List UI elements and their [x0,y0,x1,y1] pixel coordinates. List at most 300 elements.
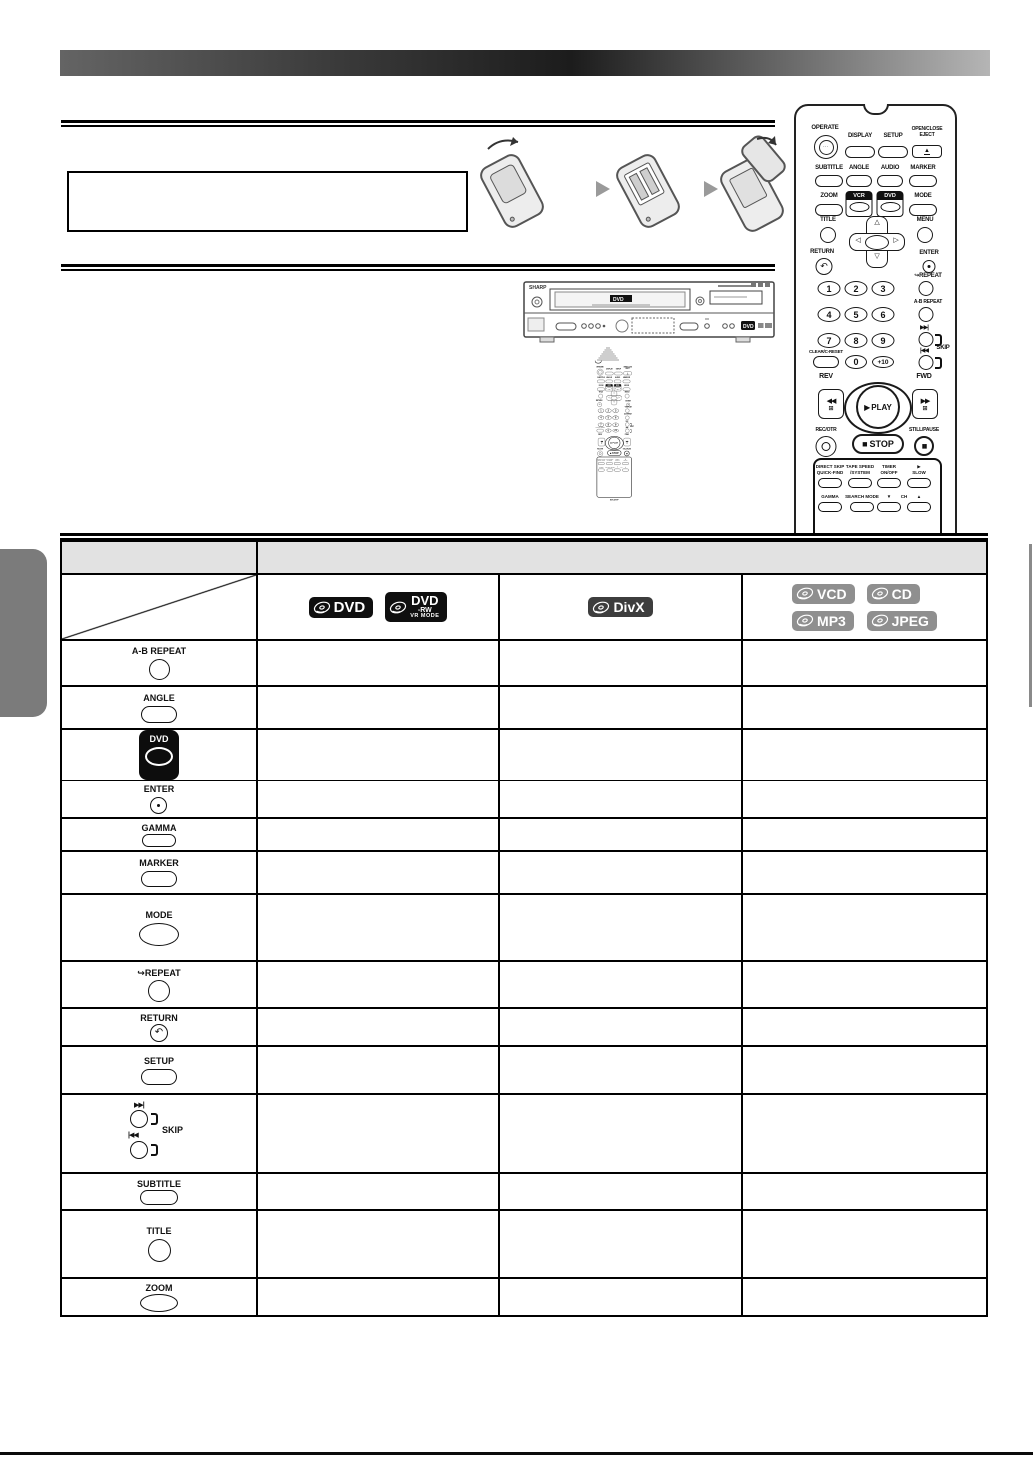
vcr-label: VCR [607,384,611,387]
fwd-box-icon: ⊞ [626,442,628,445]
enter-label: ENTER [919,250,939,256]
pause-button [624,451,629,456]
marker-label: MARKER [623,377,630,379]
display-label: DISPLAY [606,368,613,370]
return-arrow-icon: ↶ [820,261,828,271]
zoom-label: ZOOM [598,384,604,387]
table-row [62,960,986,1007]
eject-icon: ▲ [626,372,629,375]
plus10-button [872,356,894,368]
still-pause-label: STILL/PAUSE [622,448,631,450]
vcd-badge-label: VCD [817,585,847,602]
audio-label: AUDIO [615,377,621,379]
skip-key-cluster [116,1101,202,1167]
row-label: SKIP [162,1124,184,1135]
skip-prev-button [919,355,934,370]
table-cell [256,1009,498,1045]
skip-prev-icon: |◀◀ [128,1131,138,1139]
eject-button [624,372,632,376]
row-label: TITLE [146,1226,172,1236]
repeat-arrow-icon: ↪ [624,406,626,409]
marker-key [141,871,177,887]
table-cell [741,1174,986,1209]
dvd-key-oval [145,747,173,766]
skip-prev-icon: |◀◀ [920,348,928,354]
table-cell [741,730,986,780]
skip-next-icon: ▶▶| [134,1101,144,1109]
timer-label: TIMER [882,464,896,469]
eject-label: EJECT [919,132,935,138]
tape-speed-button [606,462,613,465]
vent [528,318,544,331]
table-top-rule [60,533,988,540]
table-cell [741,687,986,728]
table-row [62,685,986,728]
marker-button [909,175,937,187]
divx-badge-cell [498,575,741,639]
quick-find-label: QUICK-FIND [597,460,605,462]
table-header-cell [256,542,986,573]
play-label: PLAY [871,402,892,412]
quick-find-label: QUICK-FIND [816,470,844,475]
table-cell [741,852,986,893]
ch-down-button [614,466,623,472]
open-close-label: OPEN/CLOSE [623,366,632,369]
ab-repeat-button [625,416,629,423]
repeat-arrow-icon: ↪ [914,273,920,279]
section-rule-2 [61,264,775,271]
digit-8: 8 [853,335,859,346]
fwd-label: FWD [624,433,629,436]
return-key [150,1024,168,1042]
rec-button [597,451,606,460]
row-label [137,968,180,979]
vcr-label: VCR [847,192,872,200]
pause-icon: ▮▮ [626,452,628,455]
mode-key [139,923,179,946]
stop-button [607,450,621,455]
stop-label: STOP [869,439,894,449]
rec-button [816,436,837,457]
setup-key [141,1069,177,1085]
button-cell [62,962,256,1007]
digit-4-button [598,416,604,420]
dpad-down-icon: ▽ [874,253,880,260]
system-label: /SYSTEM [850,470,870,475]
table-row [62,639,986,685]
digit-0-button [605,429,611,433]
fwd-button [624,438,631,446]
clear-button [597,429,604,432]
repeat-row-text: REPEAT [144,967,181,978]
section-header-bar [60,50,990,76]
table-cell [256,1095,498,1172]
digit-5: 5 [853,309,859,320]
rev-button [598,438,605,446]
operate-label: OPERATE [596,366,604,368]
digit-2: 2 [853,283,859,294]
digit-8-button [845,333,868,348]
title-button [820,227,836,243]
gamma-button [598,466,605,472]
skip-next-icon: ▶▶| [625,420,628,423]
remote-bottom-panel [597,457,632,498]
timer-button [877,478,901,488]
disc-icon [870,586,890,601]
dpad-center [611,396,618,400]
pause-icon: ▮▮ [921,443,927,450]
enter-label: ENTER [625,400,631,402]
table-cell [498,852,741,893]
operate-button [814,135,838,159]
fwd-label: FWD [916,373,932,380]
digit-4: 4 [600,416,602,420]
tape-speed-label: TAPE SPEED [605,458,614,460]
dvd-vcr-unit-figure [522,279,778,349]
quick-find-button [818,478,842,488]
dpad-up-icon: △ [874,219,880,226]
table-cell [741,1095,986,1172]
repeat-button [919,281,934,296]
dvd-label: DVD [615,384,620,387]
slow-icon: ▶ [624,458,626,460]
operate-label: OPERATE [811,125,839,131]
ir-signal-fan [586,347,630,362]
jpeg-badge-label: JPEG [891,612,929,629]
remote-brand-label: SHARP [609,498,619,502]
rev-button [818,389,844,419]
skip-label: SKIP [630,426,634,428]
pause-button [914,436,934,456]
setup-label: SETUP [883,133,903,139]
table-row [62,893,986,960]
table-cell [256,1279,498,1315]
table-cell [498,1047,741,1093]
table-row [62,817,986,850]
digit-6-button [872,307,895,322]
cd-badges-cell [741,575,986,639]
table-cell [498,1279,741,1315]
eject-button [912,145,942,158]
note-box [67,171,468,232]
disc-icon [591,600,611,615]
display-button [845,146,875,158]
table-row [62,1277,986,1315]
vcd-badge [792,584,855,604]
dvd-key [139,730,179,780]
search-mode-button [605,466,615,472]
row-label: ENTER [143,784,175,794]
rew-icon: ◀◀ [600,440,603,443]
zoom-label: ZOOM [820,193,838,199]
enter-dot [628,404,629,405]
stop-label: STOP [612,451,619,455]
repeat-text: REPEAT [919,273,942,279]
table-cell [498,1174,741,1209]
ab-repeat-label: A-B REPEAT [913,299,943,305]
setup-button [878,146,908,158]
audio-button [877,175,903,187]
remote-notch [595,360,602,363]
cd-badge-label: CD [891,585,912,602]
stop-button [852,434,904,454]
title-button [599,394,603,398]
table-cell [498,687,741,728]
ab-repeat-label: A-B REPEAT [624,413,632,416]
plus10: +10 [877,358,889,366]
subtitle-button [815,175,843,187]
rec-otr-label: REC/OTR [815,427,837,433]
table-cell [498,895,741,960]
slow-icon: ▶ [917,464,921,469]
enter-dot [928,265,931,268]
digit-2-button [845,281,868,296]
table-cell [498,1009,741,1045]
rec-inner-circle [599,452,601,454]
digit-2-button [605,409,611,413]
row-label: MODE [145,909,173,920]
operate-button [597,369,604,376]
slow-label: SLOW [623,460,628,462]
angle-key [141,706,177,723]
disc-icon [795,586,815,601]
eject-label: EJECT [625,368,630,370]
marker-label: MARKER [910,165,936,171]
play-label: PLAY [612,441,619,445]
row-label: A-B REPEAT [131,646,187,656]
table-cell [256,1211,498,1277]
digit-4-button [818,307,841,322]
gamma-label: GAMMA [821,494,839,499]
dvd-rw-label: DVD [411,593,439,609]
digit-6-button [613,416,619,420]
table-cell [741,1211,986,1277]
angle-label: ANGLE [848,165,870,171]
dvd-key-oval [615,387,620,390]
fwd-box-icon: ⊞ [922,405,928,412]
slow-label: SLOW [912,470,926,475]
mode-label: MODE [914,193,932,199]
digit-6: 6 [614,416,617,420]
menu-label: MENU [624,391,630,393]
return-arrow-icon: ↶ [598,403,601,406]
digit-5: 5 [607,416,609,420]
table-cell [498,781,741,817]
dpad-right-icon: ▷ [893,237,899,244]
repeat-button [625,409,629,413]
button-cell [62,1211,256,1277]
display-button [605,372,613,375]
button-cell [62,895,256,960]
rev-label: REV [598,433,603,436]
dvd-key-oval [880,202,900,212]
dvd-badge-label: DVD [333,598,366,616]
fwd-button [912,389,938,419]
digit-0-button [845,355,867,369]
return-button [595,399,603,407]
battery-step-1 [478,152,546,230]
row-label: ZOOM [145,1282,173,1293]
play-button [608,437,620,449]
stop-icon: ■ [862,439,868,449]
table-badges-row [62,573,986,639]
remote-notch [863,104,889,115]
zoom-button [815,204,843,216]
button-cell [62,641,256,685]
digit-9-button [872,333,895,348]
title-label: TITLE [598,391,603,393]
subtitle-label: SUBTITLE [815,165,843,171]
ch-up-button [620,466,629,472]
ffwd-icon: ▶▶ [625,440,629,443]
gamma-button [818,502,842,512]
button-cell [62,1174,256,1209]
dpad-left-icon: ◁ [855,237,861,244]
on-off-label: ON/OFF [614,460,620,462]
digit-3: 3 [880,283,886,294]
audio-label: AUDIO [880,165,900,171]
step-arrow-1 [596,181,610,197]
divx-badge [588,597,652,617]
table-cell [498,641,741,685]
skip-bracket-top [151,1113,158,1125]
button-cell [62,819,256,850]
chapter-tab [0,549,47,717]
button-cell [62,730,256,780]
skip-bracket-bottom [630,429,632,432]
ab-repeat-button [919,307,934,322]
table-row [62,1172,986,1209]
menu-label: MENU [916,217,934,223]
table-cell [498,819,741,850]
search-mode-button [850,502,874,512]
table-cell [741,819,986,850]
dvd-rw-badge [385,592,447,622]
rew-icon: ◀◀ [826,397,836,405]
divx-badge-label: DivX [613,599,645,615]
table-header-cell [62,542,256,573]
audio-button [614,380,621,383]
table-cell [741,1047,986,1093]
skip-next-button [919,332,934,347]
table-cell [256,1174,498,1209]
table-cell [256,819,498,850]
rev-box-icon: ⊞ [828,405,834,412]
mode-button [909,204,937,216]
skip-bracket-bottom [935,357,942,369]
table-row [62,1045,986,1093]
table-cell [498,1211,741,1277]
menu-button [625,394,629,398]
row-label: ANGLE [143,692,175,703]
digit-9: 9 [614,423,617,427]
row-label: RETURN [140,1012,178,1023]
row-label: GAMMA [141,822,177,833]
dpad-up-icon: △ [613,391,615,394]
digit-8: 8 [607,423,609,427]
subtitle-key [140,1190,178,1205]
angle-button [846,175,872,187]
ab-repeat-key [149,659,170,680]
gamma-key [142,834,176,847]
digit-1: 1 [600,409,602,412]
table-header-row [62,542,986,573]
digit-9-button [613,423,619,427]
table-cell [256,895,498,960]
table-cell [256,962,498,1007]
search-mode-label: SEARCH MODE [605,466,615,468]
disc-icon [795,613,815,628]
system-label: /SYSTEM [606,460,613,462]
skip-label: SKIP [936,345,950,351]
dpad-center [865,235,889,250]
table-cell [741,1009,986,1045]
display-window [632,318,674,333]
ffwd-icon: ▶▶ [920,397,930,405]
skip-prev-key [130,1141,148,1159]
button-cell [62,1009,256,1045]
skip-bracket-bottom [151,1144,158,1156]
button-cell [62,1095,256,1172]
digit-8-button [605,423,611,427]
table-row [62,1209,986,1277]
dvd-rw-mode-label: VR MODE [410,613,440,620]
remote-control-illustration [794,104,963,530]
table-cell [498,1095,741,1172]
ch-down-button [877,502,901,512]
slow-button [622,462,629,465]
disc-icon [312,600,332,615]
marker-button [623,380,631,383]
clear-button [813,356,839,368]
digit-9: 9 [880,335,886,346]
slow-button [907,478,931,488]
tape-speed-button [848,478,872,488]
button-cell [62,1047,256,1093]
digit-6: 6 [880,309,886,320]
row-label: MARKER [139,858,179,868]
angle-button [606,380,613,383]
stop-icon: ■ [609,451,612,455]
button-cell [62,1279,256,1315]
clear-label: CLEAR/C-RESET [809,349,843,354]
disc-icon [870,613,890,628]
search-mode-label: SEARCH MODE [845,494,879,499]
digit-7-button [818,333,841,348]
row-label: SETUP [143,1055,174,1066]
table-cell [498,962,741,1007]
zoom-key [140,1294,178,1312]
play-icon: ▶ [864,402,871,412]
dvd-label: DVD [878,192,903,200]
vcr-key-oval [849,202,869,212]
digit-3-button [613,409,619,413]
ch-down-icon: ▼ [616,466,618,468]
table-cell [256,730,498,780]
timer-button [614,462,621,465]
dvd-badge [309,597,374,618]
title-key [148,1239,171,1262]
setup-label: SETUP [615,368,621,370]
gamma-label: GAMMA [598,466,604,468]
table-cell [256,687,498,728]
dpad-left-icon: ◁ [608,396,610,399]
table-cell [741,895,986,960]
table-cell [256,641,498,685]
operate-dots-icon: ∙∙∙ [819,140,834,155]
rev-label: REV [819,373,833,380]
repeat-text: REPEAT [625,406,632,409]
